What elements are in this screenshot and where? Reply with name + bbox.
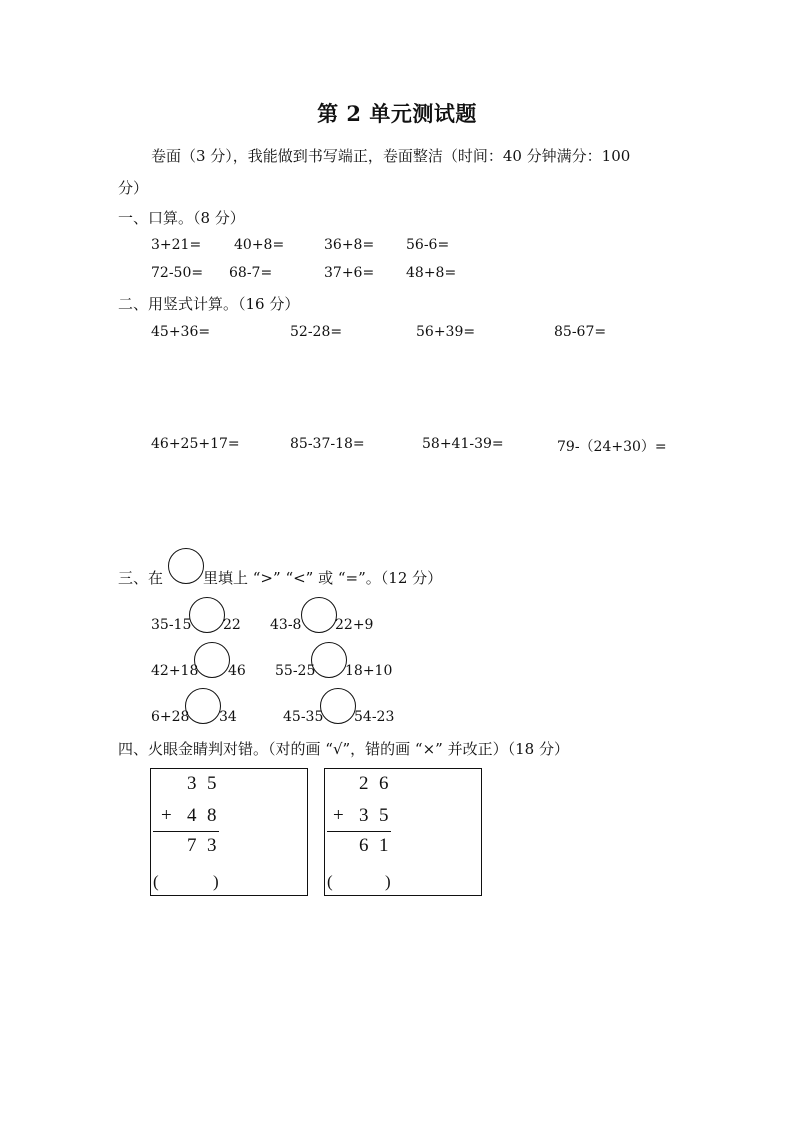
compare-left: 55-25 (275, 663, 316, 679)
section-2-heading: 二、用竖式计算。（16 分） (118, 295, 300, 313)
oral-problem: 48+8= (406, 265, 457, 281)
digit: 2 (359, 773, 369, 794)
compare-right: 22+9 (335, 617, 374, 633)
compare-left: 43-8 (270, 617, 302, 633)
compare-answer-circle[interactable] (189, 597, 225, 633)
oral-problem: 37+6= (324, 265, 375, 281)
compare-left: 6+28 (151, 709, 190, 725)
compare-right: 34 (219, 709, 237, 725)
digit: 7 (187, 835, 197, 856)
section-3-heading-post: 里填上 “>” “<” 或 “=”。（12 分） (203, 569, 443, 587)
digit: 3 (207, 835, 217, 856)
section-1-heading: 一、口算。（8 分） (118, 209, 245, 227)
oral-problem: 3+21= (151, 237, 202, 253)
digit: 8 (207, 805, 217, 826)
judge-box (150, 768, 308, 896)
vertical-problem: 56+39= (416, 324, 476, 340)
sum-line (153, 831, 219, 832)
digit: 1 (379, 835, 389, 856)
compare-answer-circle[interactable] (301, 597, 337, 633)
plus-sign: + (333, 805, 344, 826)
digit: 3 (359, 805, 369, 826)
digit: 6 (379, 773, 389, 794)
section-3-heading-pre: 三、在 (118, 569, 164, 587)
sum-line (327, 831, 391, 832)
oral-problem: 72-50= (151, 265, 204, 281)
judge-box (324, 768, 482, 896)
answer-paren-open: ( (153, 872, 159, 891)
plus-sign: + (161, 805, 172, 826)
compare-right: 46 (228, 663, 246, 679)
compare-left: 35-15 (151, 617, 192, 633)
intro-line-1: 卷面（3 分），我能做到书写端正，卷面整洁（时间：40 分钟满分：100 (151, 147, 631, 165)
vertical-problem: 79-（24+30）= (557, 439, 667, 455)
vertical-problem: 85-37-18= (290, 436, 365, 452)
digit: 5 (207, 773, 217, 794)
compare-left: 45-35 (283, 709, 324, 725)
compare-answer-circle[interactable] (185, 688, 221, 724)
compare-answer-circle[interactable] (320, 688, 356, 724)
compare-right: 54-23 (354, 709, 395, 725)
vertical-problem: 52-28= (290, 324, 343, 340)
oral-problem: 40+8= (234, 237, 285, 253)
answer-paren-close: ) (385, 872, 391, 891)
digit: 5 (379, 805, 389, 826)
oral-problem: 56-6= (406, 237, 450, 253)
digit: 6 (359, 835, 369, 856)
answer-paren-open: ( (327, 872, 333, 891)
compare-right: 18+10 (345, 663, 393, 679)
compare-answer-circle[interactable] (311, 642, 347, 678)
answer-paren-close: ) (213, 872, 219, 891)
intro-line-2: 分） (118, 179, 149, 197)
circle-example-icon (168, 548, 204, 584)
compare-answer-circle[interactable] (194, 642, 230, 678)
vertical-problem: 45+36= (151, 324, 211, 340)
compare-left: 42+18 (151, 663, 199, 679)
vertical-problem: 46+25+17= (151, 436, 240, 452)
oral-problem: 36+8= (324, 237, 375, 253)
section-4-heading: 四、火眼金睛判对错。（对的画 “√”，错的画 “×” 并改正）（18 分） (118, 740, 569, 758)
vertical-problem: 85-67= (554, 324, 607, 340)
oral-problem: 68-7= (229, 265, 273, 281)
digit: 3 (187, 773, 197, 794)
digit: 4 (187, 805, 197, 826)
compare-right: 22 (223, 617, 241, 633)
page-title: 第 2 单元测试题 (317, 101, 477, 126)
vertical-problem: 58+41-39= (422, 436, 504, 452)
